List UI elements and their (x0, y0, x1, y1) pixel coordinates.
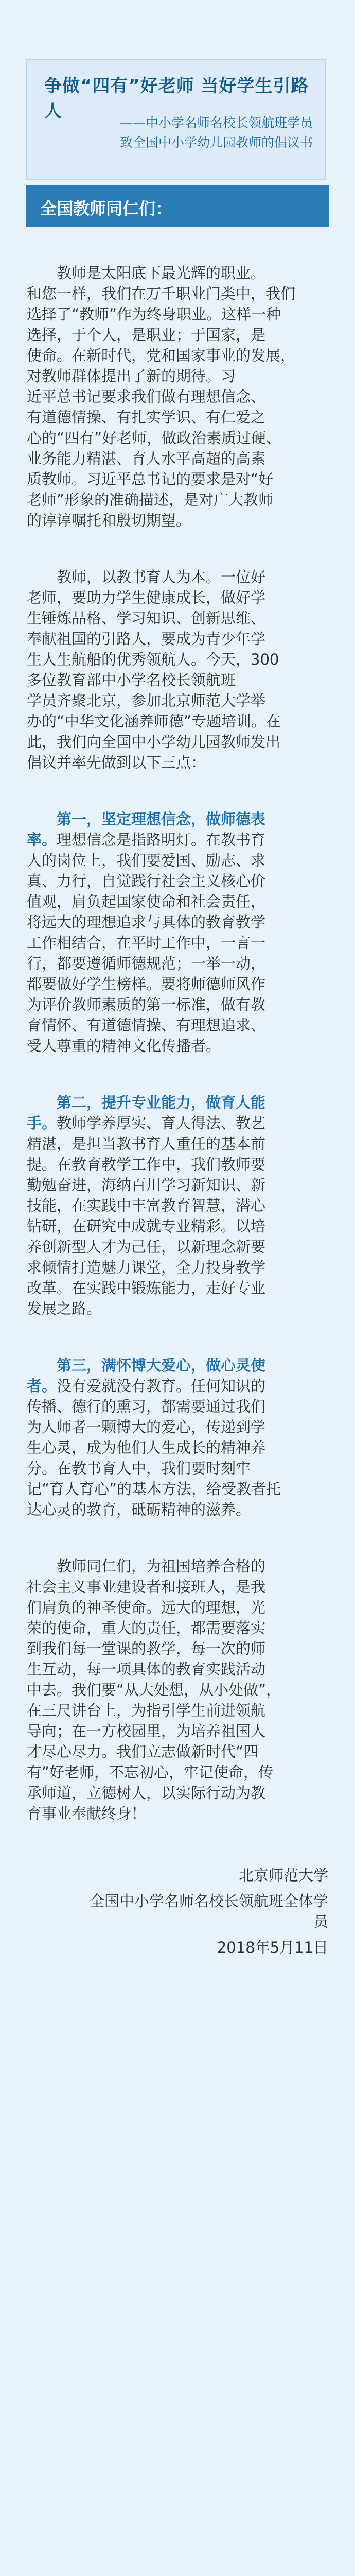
greeting-heading: 全国教师同仁们： (40, 199, 172, 218)
text-line: 值观，肩负起国家使命和社会责任， (27, 893, 266, 910)
text-line: 教师，以教书育人为本。一位好 (27, 568, 266, 586)
text-line: 心的“四有”好老师，做政治素质过硬、 (27, 429, 281, 447)
banner-subtitle-line: 致全国中小学幼儿园教师的倡议书 (119, 135, 313, 150)
text-line: 有”好老师，不忘初心，牢记使命，传 (27, 1764, 274, 1781)
text-fragment: 教师学养厚实、育人得法、教艺 (57, 1114, 266, 1132)
text-line: 选择了“教师”作为终身职业。这样一种 (27, 306, 281, 323)
text-line: 才尽心尽力。我们立志做新时代“四 (27, 1743, 259, 1760)
point-heading-tail: 者。 (27, 1377, 57, 1395)
point-heading: 第三，满怀博大爱心，做心灵使 (57, 1357, 266, 1374)
text-line (27, 1092, 328, 1113)
point-heading: 第二，提升专业能力，做育人能 (57, 1094, 266, 1111)
text-line: 多位教育部中小学名校长领航班 (27, 671, 236, 689)
signature-date: 2018年5月11日 (217, 1939, 328, 1956)
text-line: 生锤炼品格、学习知识、创新思维、 (27, 609, 266, 627)
text-line: 到我们每一堂课的教学，每一次的师 (27, 1640, 266, 1657)
text-line: 导向；在一方校园里，为培养祖国人 (27, 1722, 266, 1740)
text-line: 对教师群体提出了新的期待。习 (27, 367, 236, 385)
text-line (27, 1355, 328, 1376)
text-line: 养创新型人才为己任，以新理念新要 (27, 1238, 266, 1256)
text-line: 荣的使命，重大的责任，都需要落实 (27, 1619, 266, 1637)
text-line: 老师”形象的准确描述，是对广大教师 (27, 491, 274, 509)
text-line (27, 1376, 328, 1396)
text-line: 此，我们向全国中小学幼儿园教师发出 (27, 733, 281, 751)
text-line: 的谆谆嘱托和殷切期望。 (27, 512, 191, 529)
text-line: 钻研，在研究中成就专业精彩。以培 (27, 1217, 266, 1235)
text-line: 质教师。习近平总书记的要求是对“好 (27, 470, 274, 488)
text-line: 学员齐聚北京，参加北京师范大学举 (27, 692, 266, 709)
text-line: 勤勉奋进，海纳百川学习新知识、新 (27, 1176, 266, 1194)
text-line: 使命。在新时代，党和国家事业的发展， (27, 347, 296, 364)
text-line: 精湛，是担当教书育人重任的基本前 (27, 1135, 266, 1153)
text-line: 老师，要助力学生健康成长，做好学 (27, 589, 266, 606)
text-line: 选择，于个人，是职业；于国家，是 (27, 326, 266, 344)
point-heading-tail: 手。 (27, 1114, 57, 1132)
text-line: 育事业奉献终身！ (27, 1805, 147, 1822)
signature-group: 全国中小学名师名校长领航班全体学 (89, 1892, 328, 1910)
text-line: 记“育人育心”的基本方法，给受教者托 (27, 1480, 281, 1498)
text-line: 受人尊重的精神文化传播者。 (27, 1037, 221, 1055)
greeting-bar (26, 185, 329, 227)
point-heading: 第一，坚定理想信念，做师德表 (57, 810, 266, 828)
header-banner (26, 59, 326, 180)
text-line: 分。在教书育人中，我们要时刻牢 (27, 1460, 251, 1477)
text-line (27, 1113, 328, 1133)
text-line: 有道德情操、有扎实学识、有仁爱之 (27, 409, 266, 426)
text-line: 奉献祖国的引路人，要成为青少年学 (27, 630, 266, 648)
text-line: 教师是太阳底下最光辉的职业。 (27, 264, 266, 282)
text-line: 们肩负的神圣使命。远大的理想，光 (27, 1599, 266, 1616)
text-line: 承师道，立德树人，以实际行动为教 (27, 1784, 266, 1802)
text-line: 达心灵的教育，砥砺精神的滋养。 (27, 1501, 251, 1518)
signature-organization: 北京师范大学 (238, 1867, 328, 1884)
text-line: 技能，在实践中丰富教育智慧，潜心 (27, 1197, 266, 1214)
text-line: 真、力行，自觉践行社会主义核心价 (27, 872, 266, 890)
text-line: 将远大的理想追求与具体的教育教学 (27, 913, 266, 931)
text-line: 行，都要遵循师德规范；一举一动， (27, 955, 266, 972)
text-line: 业务能力精湛、育人水平高超的高素 (27, 450, 266, 467)
text-line: 提。在教育教学工作中，我们教师要 (27, 1156, 266, 1173)
text-line: 和您一样，我们在万千职业门类中，我们 (27, 285, 296, 302)
text-line: 求倾情打造魅力课堂，全力投身教学 (27, 1259, 266, 1276)
text-line: 改革。在实践中锻炼能力，走好专业 (27, 1279, 266, 1297)
text-line: 都要做好学生榜样。要将师德师风作 (27, 975, 266, 993)
text-line: 社会主义事业建设者和接班人，是我 (27, 1578, 266, 1596)
text-line: 生互动，每一项具体的教育实践活动 (27, 1660, 266, 1678)
text-line: 办的“中华文化涵养师德”专题培训。在 (27, 713, 281, 730)
text-line: 工作相结合，在平时工作中，一言一 (27, 934, 266, 952)
text-line: 为人师者一颗博大的爱心，传递到学 (27, 1418, 266, 1436)
text-line: 生心灵，成为他们人生成长的精神养 (27, 1439, 266, 1456)
text-line: 人的岗位上，我们要爱国、励志、求 (27, 852, 266, 869)
banner-title: 争做“四有”好老师 当好学生引路人 (44, 76, 309, 122)
text-fragment: 没有爱就没有教育。任何知识的 (57, 1377, 266, 1395)
text-line: 倡议并率先做到以下三点： (27, 754, 206, 771)
text-line (27, 829, 328, 850)
text-line: 传播、德行的熏习，都需要通过我们 (27, 1398, 266, 1415)
signature-group-tail: 员 (313, 1913, 328, 1930)
text-line (27, 809, 328, 829)
text-line: 生人生航船的优秀领航人。今天，300 (27, 651, 279, 668)
text-line: 近平总书记要求我们做有理想信念、 (27, 388, 266, 405)
text-fragment: 理想信念是指路明灯。在教书育 (57, 831, 266, 849)
banner-subtitle-line: ——中小学名师名校长领航班学员 (119, 115, 313, 130)
text-line: 育情怀、有道德情操、有理想追求、 (27, 1016, 266, 1034)
text-line: 中去。我们要“从大处想，从小处做”， (27, 1681, 281, 1699)
text-line: 发展之路。 (27, 1300, 102, 1317)
point-heading-tail: 率。 (27, 831, 57, 849)
text-line: 为评价教师素质的第一标准，做有教 (27, 996, 266, 1013)
text-line: 在三尺讲台上，为指引学生前进领航 (27, 1702, 266, 1719)
text-line: 教师同仁们，为祖国培养合格的 (27, 1557, 266, 1575)
